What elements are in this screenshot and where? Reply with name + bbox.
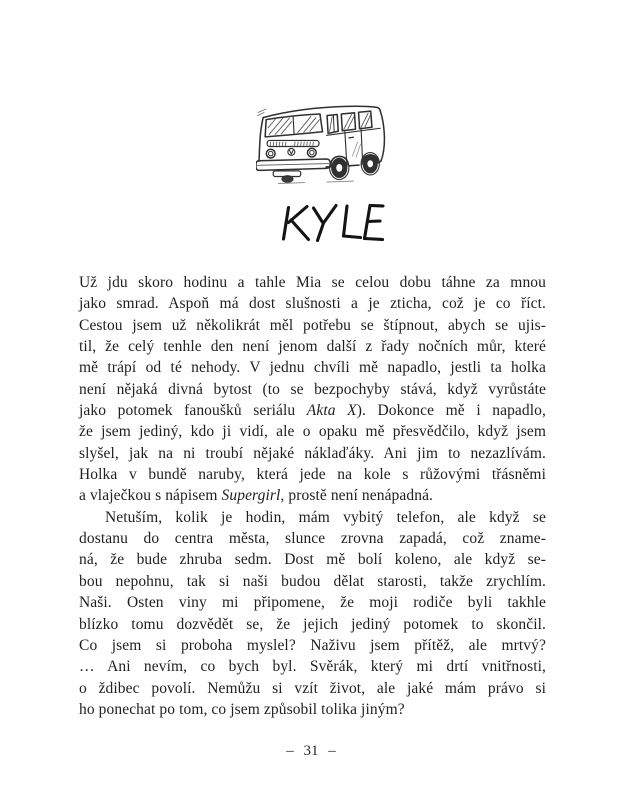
text-line bbox=[79, 592, 546, 613]
text-segment: Holka v bundě naruby, která jede na kole s růžovými třásněmi bbox=[79, 466, 546, 484]
kyle-handwritten-icon bbox=[280, 204, 386, 242]
text-line bbox=[79, 379, 546, 400]
text-segment: slyšel, jak na ni troubí nějaké náklaďáky. Ani jim to nezazlívám. bbox=[79, 444, 546, 462]
vw-bus-sketch-icon bbox=[256, 103, 388, 187]
text-segment: blízko tomu dozvědět se, že jejich jediný potomek to skončil. bbox=[79, 615, 546, 633]
text-segment: Naši. Osten viny mi připomene, že moji rodiče byli takhle bbox=[79, 594, 546, 612]
text-line bbox=[79, 656, 546, 677]
text-line bbox=[79, 571, 546, 592]
text-segment: ná, že bude zhruba sedm. Dost mě bolí koleno, ale když se- bbox=[79, 551, 546, 569]
text-line bbox=[79, 336, 546, 357]
text-segment: jako smrad. Aspoň má dost slušnosti a je zticha, což je co říct. bbox=[79, 295, 546, 313]
text-line bbox=[79, 678, 546, 699]
van-illustration bbox=[256, 103, 388, 187]
text-line bbox=[79, 443, 546, 464]
page-number: – 31 – bbox=[286, 743, 336, 759]
text-line bbox=[79, 357, 546, 378]
text-segment: jako potomek fanoušků seriálu bbox=[79, 402, 307, 420]
italic-text-segment: Supergirl bbox=[221, 487, 281, 505]
text-line bbox=[79, 421, 546, 442]
body-text bbox=[79, 272, 546, 720]
text-segment: Už jdu skoro hodinu a tahle Mia se celou dobu táhne za mnou bbox=[79, 274, 546, 291]
text-line bbox=[79, 507, 546, 528]
text-segment: mě trápí od té nehody. V jednu chvíli mě napadlo, jestli ta holka bbox=[79, 359, 546, 377]
text-segment: bou nepohnu, tak si naši budou dělat starosti, takže zrychlím. bbox=[79, 572, 546, 590]
text-line bbox=[79, 315, 546, 336]
text-line bbox=[79, 549, 546, 570]
text-line bbox=[79, 293, 546, 314]
text-segment: že jsem jediný, kdo ji vidí, ale o opaku mě přesvědčilo, když jsem bbox=[79, 423, 546, 441]
text-line bbox=[79, 485, 546, 506]
text-line bbox=[79, 272, 546, 293]
text-segment: dostanu do centra města, slunce zrovna zapadá, což zname- bbox=[79, 530, 546, 548]
text-segment: Co jsem si proboha myslel? Naživu jsem přítěž, ale mrtvý? bbox=[79, 636, 546, 654]
text-segment: ho ponechat po tom, co jsem způsobil tolika jiným? bbox=[79, 700, 405, 718]
chapter-title bbox=[280, 204, 386, 242]
text-segment: o ždibec povolí. Nemůžu si vzít život, ale jaké mám právo si bbox=[79, 679, 546, 697]
text-segment: , prostě není nenápadná. bbox=[280, 487, 434, 505]
text-segment: Netuším, kolik je hodin, mám vybitý telefon, ale když se bbox=[105, 508, 546, 526]
text-segment: a vlaječkou s nápisem bbox=[79, 487, 222, 505]
text-line bbox=[79, 614, 546, 635]
text-segment: není nějaká divná bytost (to se bezpochyby stává, když vyrůstáte bbox=[79, 380, 546, 398]
text-segment: … Ani nevím, co bych byl. Svěrák, který mi drtí vnitřnosti, bbox=[79, 658, 546, 676]
italic-text-segment: Akta X bbox=[306, 402, 357, 420]
text-line bbox=[79, 400, 546, 421]
text-line bbox=[79, 635, 546, 656]
text-line bbox=[79, 699, 546, 720]
text-segment: ). Dokonce mě i napadlo, bbox=[356, 402, 546, 420]
text-line bbox=[79, 464, 546, 485]
text-segment: Cestou jsem už několikrát měl potřebu se štípnout, abych se ujis- bbox=[79, 316, 546, 334]
text-line bbox=[79, 528, 546, 549]
text-segment: til, že celý tenhle den není jenom další z řady nočních můr, které bbox=[79, 338, 546, 356]
